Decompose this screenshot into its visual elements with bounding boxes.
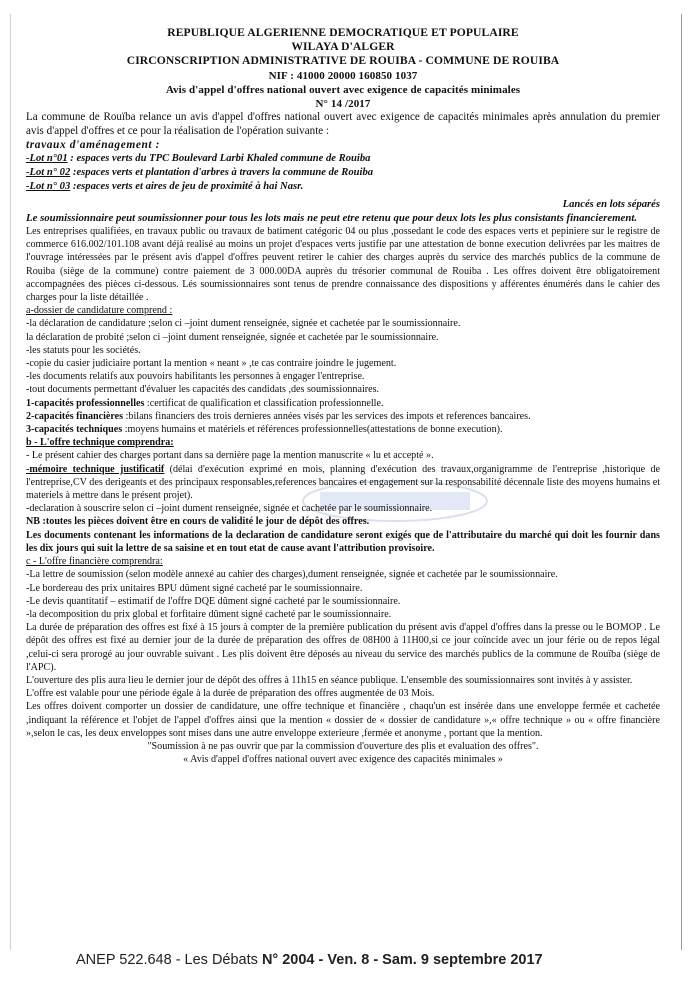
travaux-title: travaux d'aménagement : [26,139,161,152]
documents-note: Les documents contenant les informations de la declaration de candidature seront exigés que de l'attributaire du marché qui doit les fournir dans les dix jours qui suit la lettre de sa saisine et en tout etat de cause avant l'attribution provisoire. [26,529,660,554]
notice-number: N° 14 /2017 [315,98,371,111]
offre-technique-title: b - L'offre technique comprendra: [26,437,174,449]
offre-financiere-item: -la decomposition du prix global et forfitaire dûment signé cacheté par le soumissionnaire. [26,608,392,620]
dossier-item: -la déclaration de candidature ;selon ci –joint dument renseignée, signée et cachetée par le soumissionnaire. [26,318,461,330]
capacity-label: 3-capacités techniques [26,424,123,436]
capacity-label: 1-capacités professionnelles [26,397,145,409]
lot-1 [26,152,660,166]
offre-technique-item: - Le présent cahier des charges portant dans sa dernière page la mention manuscrite « lu et accepté ». [26,450,434,462]
closing-avis: « Avis d'appel d'offres national ouvert avec exigence des capacités minimales » [183,754,503,766]
capacity-professional [26,397,660,410]
capacity-text: :certificat de qualification et classification professionnelle. [144,397,384,409]
notice-title: Avis d'appel d'offres national ouvert avec exigence de capacités minimales [165,83,521,96]
dossier-item: -copie du casier judiciaire portant la mention « neant » ,te cas contraire joindre le jugement. [26,358,397,370]
closing-soumission: "Soumission à ne pas ouvrir que par la commission d'ouverture des plis et evaluation des offres". [147,740,539,752]
enveloppe-paragraph: Les offres doivent comporter un dossier de candidature, une offre technique et financière , chaqu'un est insérée dans une enveloppe fermée et cachetée ,indiquant la référence et l'objet de l'appel d'offres ainsi que la mention « dossier de « dossier de candidature »,« offre technique » ou « offre financière »,selon le cas, les deux enveloppes sont mises dans une autre enveloppe exterieure ,fermée et anonyme , portant que la mention. [26,701,660,739]
lots-note: Lancés en lots séparés [562,199,660,211]
lot-3 [26,180,660,194]
capacity-text: :bilans financiers des trois dernieres années visés par les services des impots et references bancaires. [123,410,531,422]
dossier-item: -les documents relatifs aux pouvoirs habilitants les personnes à engager l'entreprise. [26,371,365,383]
dossier-item: la déclaration de probité ;selon ci –joint dument renseignée, signée et cachetée par le soumissionnaire. [26,331,439,343]
nb-note: NB :toutes les pièces doivent être en cours de validité le jour de dépôt des offres. [26,516,370,528]
lot-1-label: -Lot n°01 [26,153,68,165]
header-circonscription: CIRCONSCRIPTION ADMINISTRATIVE DE ROUIBA - COMMUNE DE ROUIBA [126,54,560,68]
duree-paragraph: La durée de préparation des offres est fixé à 15 jours à compter de la première publication du présent avis d'appel d'offres dans la presse ou le BOMOP . Le dépôt des offres est fixé au dernier jour de la durée de préparation des offres de 08H00 à 11H00,si ce jour coïncide avec un jour férie ou de repos légal ,celui-ci sera prorogé au jour ouvrable suivant . Les plis doivent être déposés au niveau du service des marchés publics de la commune de Rouïba (siège de l'APC). [26,622,660,673]
lot-2-text: :espaces verts et plantation d'arbres à travers la commune de Rouiba [70,167,374,179]
dossier-item: -tout documents permettant d'évaluer les capacités des candidats ,des soumissionnaires. [26,384,380,396]
header-republic: REPUBLIQUE ALGERIENNE DEMOCRATIQUE ET POPULAIRE [167,26,519,39]
lot-1-text: : espaces verts du TPC Boulevard Larbi Khaled commune de Rouiba [67,153,371,165]
lot-2-label: -Lot n° 02 [26,167,71,179]
footer-anep: ANEP 522.648 - Les Débats [76,952,258,968]
offre-financiere-item: -Le devis quantitatif – estimatif de l'offre DQE dûment signé cacheté par le soumissionnaire. [26,595,401,607]
capacity-technical [26,423,660,436]
dossier-item: -les statuts pour les sociétés. [26,344,141,356]
footer-issue: N° 2004 - Ven. 8 - Sam. 9 septembre 2017 [261,952,543,968]
header-nif: NIF : 41000 20000 160850 1037 [268,69,418,82]
lot-3-label: -Lot n° 03 [26,181,71,193]
memoire-label: -mémoire technique justificatif [26,463,165,475]
lot-3-text: :espaces verts et aires de jeu de proximité à hai Nasr. [70,181,304,193]
memoire-technique [26,463,660,503]
ouverture-paragraph: L'ouverture des plis aura lieu le dernier jour de dépôt des offres à 11h15 en séance publique. L'ensemble des soumissionnaires sont invités à y assister. [26,674,633,686]
offre-financiere-item: -Le bordereau des prix unitaires BPU dûment signé cacheté par le soumissionnaire. [26,582,363,594]
validite-paragraph: L'offre est valable pour une période égale à la durée de préparation des offres augmentée de 03 Mois. [26,688,435,700]
dossier-candidature-title: a-dossier de candidature comprend : [26,305,173,317]
offre-technique-item: -declaration à souscrire selon ci –joint dument renseignée, signée et cachetée par le soumissionnaire. [26,503,433,515]
lot-2 [26,166,660,180]
offre-financiere-item: -La lettre de soumission (selon modèle annexé au cahier des charges),dument renseignée, signée et cachetée par le soumissionnaire. [26,569,558,581]
offre-financiere-title: c - L'offre financière comprendra: [26,556,163,568]
capacity-financial [26,410,660,423]
capacity-label: 2-capacités financières [26,410,124,422]
memoire-text: (délai d'exécution exprimé en mois, planning d'exécution des travaux,organigramme de l'entreprise ,historique de l'entreprise,CV des derigeants et des principaux responsables,references bancaires et engagement sur la responsabilité décennale liste des moyens humains et materiels à mettre dans le présent projet). [26,463,660,502]
eligibility-paragraph: Les entreprises qualifiées, en travaux public ou travaux de batiment catégoric 04 ou plus ,possedant le code des espaces verts et pepiniere sur le registre de commerce 616.002/101.108 avant déjà realisé au moins un projet d'espaces verts justifie par une attestation de bonne execution delivrées par les maitres de l'ouvrage intéressées par le présent avis d'appel d'offres peuvent retirer le cahier des charges auprès du service des marchés publics de la commune de Rouiba (siège de la commune) contre paiement de 3 000.00DA auprès du trésorier communal de Rouiba . Les offres doivent être obligatoirement accompagnées des pièces ci-dessous. Lés soumissionnaires sont tenus de prendre connaissance des dispositions y afférentes énumérés dans le cahier des charges pour la liste détaillée . [26,226,660,304]
header-wilaya: WILAYA D'ALGER [291,40,395,54]
intro-paragraph: La commune de Rouïba relance un avis d'appel d'offres national ouvert avec exigence de capacités minimales après annulation du premier avis d'appel d'offres et ce pour la réalisation de l'opération suivante : [26,111,660,137]
soumission-note: Le soumissionnaire peut soumissionner pour tous les lots mais ne peut etre retenu que pour deux lots les plus consistants financierement. [26,211,638,224]
notice-content [26,26,660,766]
capacity-text: :moyens humains et matériels et références professionnelles(attestations de bonne execution). [122,424,503,436]
publication-footer [76,952,676,968]
